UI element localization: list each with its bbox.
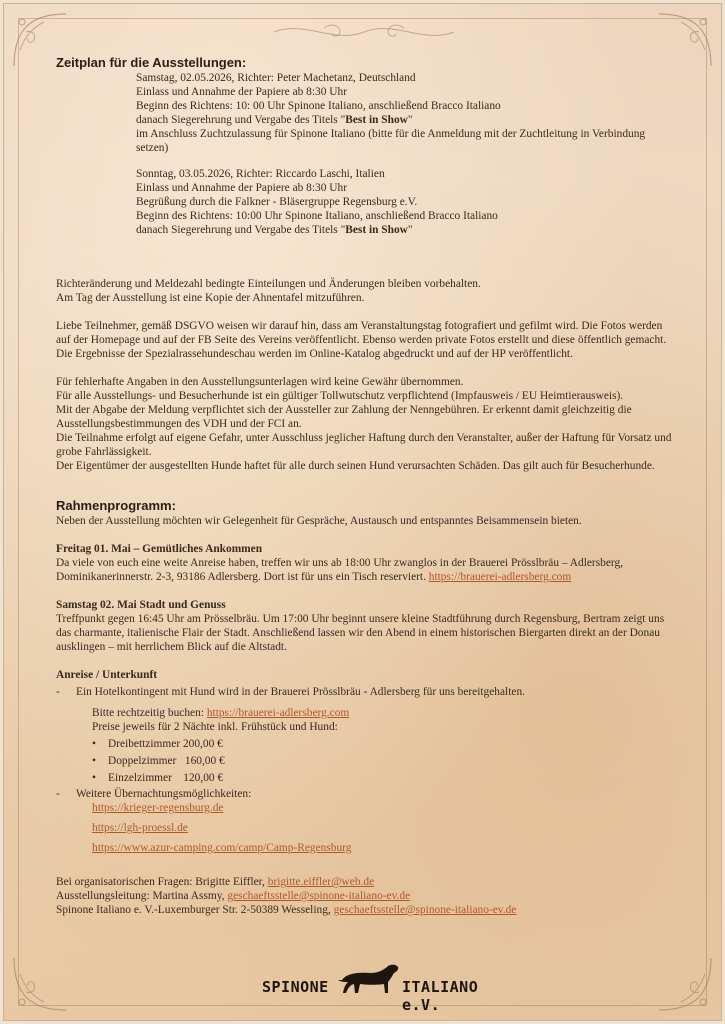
program-intro: Neben der Ausstellung möchten wir Gelegenheit für Gespräche, Austausch und entspanntes Beisammensein bieten. — [56, 515, 582, 527]
room-price-item — [56, 771, 676, 785]
bis-prefix: danach Siegerehrung und Vergabe des Titels " — [136, 114, 346, 126]
bis-suffix: " — [407, 224, 413, 236]
schedule-line: Einlass und Annahme der Papiere ab 8:30 Uhr — [136, 182, 347, 194]
list-item — [56, 787, 676, 801]
schedule-line: Begrüßung durch die Falkner - Bläsergruppe Regensburg e.V. — [136, 196, 418, 208]
contact-line — [56, 903, 676, 917]
prices-intro: Preise jeweils für 2 Nächte inkl. Frühstück und Hund: — [92, 721, 338, 733]
room-price-item — [56, 754, 676, 768]
room-price: 120,00 € — [183, 772, 224, 784]
assmy-email-link[interactable]: geschaeftsstelle@spinone-italiano-ev.de — [227, 890, 411, 902]
contact-label: Ausstellungsleitung: Martina Assmy, — [56, 890, 228, 902]
friday-description: Da viele von euch eine weite Anreise haben, treffen wir uns ab 18:00 Uhr zwanglos in der Brauerei Prösslbräu – Adlersberg, Dominikanerinnerstr. 2-3, 93186 Adlersberg. Dort ist für uns ein Tisch reserviert. — [56, 557, 624, 583]
contact-label: Bei organisatorischen Fragen: Brigitte Eiffler, — [56, 876, 268, 888]
bis-title: Best in Show — [345, 114, 408, 126]
document-content — [56, 56, 676, 917]
privacy-paragraph: Liebe Teilnehmer, gemäß DSGVO weisen wir darauf hin, dass am Veranstaltungstag fotografiert und gefilmt wird. Die Fotos werden auf der Homepage und auf der FB Seite des Vereins veröffentlicht. Ebenso werden private Fotos erstellt und diese öffentlich gemacht. Die Ergebnisse der Spezialrassehundeschau werden im Online-Katalog abgedruckt und auf der HP veröffentlicht. — [56, 320, 667, 360]
logo-text-left: SPINONE — [262, 978, 329, 996]
room-price: 200,00 € — [182, 738, 223, 750]
schedule-line: Sonntag, 03.05.2026, Richter: Riccardo Laschi, Italien — [136, 168, 385, 180]
booking-link[interactable]: https://brauerei-adlersberg.com — [206, 707, 350, 719]
room-price-item — [56, 737, 676, 751]
club-email-link[interactable]: geschaeftsstelle@spinone-italiano-ev.de — [333, 904, 517, 916]
schedule-line: im Anschluss Zuchtzulassung für Spinone Italiano (bitte für die Anmeldung mit der Zuchtleitung in Verbindung setzen) — [136, 128, 646, 154]
booking-prefix: Bitte rechtzeitig buchen: — [92, 707, 207, 719]
note-line: Die Teilnahme erfolgt auf eigene Gefahr, unter Ausschluss jeglicher Haftung durch den Veranstalter, außer der Haftung für Vorsatz und grobe Fahrlässigkeit. — [56, 432, 672, 458]
schedule-heading: Zeitplan für die Ausstellungen: — [56, 55, 247, 70]
program-heading: Rahmenprogramm: — [56, 498, 176, 513]
saturday-text: Treffpunkt gegen 16:45 Uhr am Prösselbräu. Um 17:00 Uhr beginnt unsere kleine Stadtführung durch Regensburg, Bertram zeigt uns das charmante, italienische Flair der Stadt. Anschließend lassen wir den Abend in einem historischen Biergarten direkt an der Donau ausklingen – mit herrlichem Blick auf die Altstadt. — [56, 613, 665, 653]
note-line: Am Tag der Ausstellung ist eine Kopie der Ahnentafel mitzuführen. — [56, 292, 365, 304]
contact-label: Spinone Italiano e. V.-Luxemburger Str. 2-50389 Wesseling, — [56, 904, 334, 916]
schedule-line: Einlass und Annahme der Papiere ab 8:30 Uhr — [136, 86, 347, 98]
eiffler-email-link[interactable]: brigitte.eiffler@web.de — [267, 876, 375, 888]
krieger-link[interactable]: https://krieger-regensburg.de — [92, 802, 224, 814]
corner-ornament — [10, 954, 70, 1014]
lgh-link[interactable]: https://lgh-proessl.de — [92, 822, 188, 834]
saturday-schedule — [56, 71, 676, 237]
note-line: Der Eigentümer der ausgestellten Hunde haftet für alle durch seinen Hund verursachten Schäden. Das gilt auch für Besucherhunde. — [56, 460, 655, 472]
camping-link[interactable]: https://www.azur-camping.com/camp/Camp-Regensburg — [92, 842, 352, 854]
schedule-line — [136, 223, 676, 237]
booking-line — [56, 706, 676, 720]
schedule-line — [136, 113, 676, 127]
dash-marker: - — [56, 686, 60, 698]
corner-ornament — [655, 954, 715, 1014]
bullet-icon: • — [92, 755, 96, 767]
bis-suffix: " — [407, 114, 413, 126]
schedule-line: Beginn des Richtens: 10: 00 Uhr Spinone Italiano, anschließend Bracco Italiano — [136, 100, 501, 112]
friday-text — [56, 556, 676, 584]
document-page — [3, 3, 722, 1021]
list-item — [56, 685, 676, 699]
bullet-icon: • — [92, 772, 96, 784]
bis-title: Best in Show — [345, 224, 408, 236]
note-line: Richteränderung und Meldezahl bedingte Einteilungen und Änderungen bleiben vorbehalten. — [56, 278, 481, 290]
schedule-line: Beginn des Richtens: 10:00 Uhr Spinone Italiano, anschließend Bracco Italiano — [136, 210, 498, 222]
note-line: Für alle Ausstellungs- und Besucherhunde ist ein gültiger Tollwutschutz verpflichtend (Impfausweis / EU Heimtierausweis). — [56, 390, 624, 402]
top-flourish-ornament — [264, 18, 464, 46]
room-name: Doppelzimmer — [108, 755, 177, 767]
contact-line — [56, 889, 676, 903]
note-line: Für fehlerhafte Angaben in den Ausstellungsunterlagen wird keine Gewähr übernommen. — [56, 376, 464, 388]
dash-marker: - — [56, 788, 60, 800]
room-name: Einzelzimmer — [108, 772, 172, 784]
bullet-icon: • — [92, 738, 96, 750]
note-line: Mit der Abgabe der Meldung verpflichtet sich der Aussteller zur Zahlung der Nenngebühren. Er erkennt damit gleichzeitig die Ausstellungsbestimmungen des VDH und der FCI an. — [56, 404, 632, 430]
logo-text-right: ITALIANO e.V. — [402, 978, 479, 1014]
accommodation-heading: Anreise / Unterkunft — [56, 669, 158, 681]
dog-silhouette-icon — [336, 960, 402, 996]
contact-line — [56, 875, 676, 889]
other-accommodation: Weitere Übernachtungsmöglichkeiten: — [76, 788, 252, 800]
room-name: Dreibettzimmer — [108, 738, 181, 750]
room-price: 160,00 € — [184, 755, 225, 767]
bis-prefix: danach Siegerehrung und Vergabe des Titels " — [136, 224, 346, 236]
friday-title: Freitag 01. Mai – Gemütliches Ankommen — [56, 543, 263, 555]
saturday-title: Samstag 02. Mai Stadt und Genuss — [56, 599, 226, 611]
club-logo — [254, 960, 484, 1014]
hotel-info: Ein Hotelkontingent mit Hund wird in der Brauerei Prösslbräu - Adlersberg für uns bereitgehalten. — [76, 686, 525, 698]
schedule-line: Samstag, 02.05.2026, Richter: Peter Machetanz, Deutschland — [136, 72, 416, 84]
brauerei-link[interactable]: https://brauerei-adlersberg.com — [428, 571, 572, 583]
